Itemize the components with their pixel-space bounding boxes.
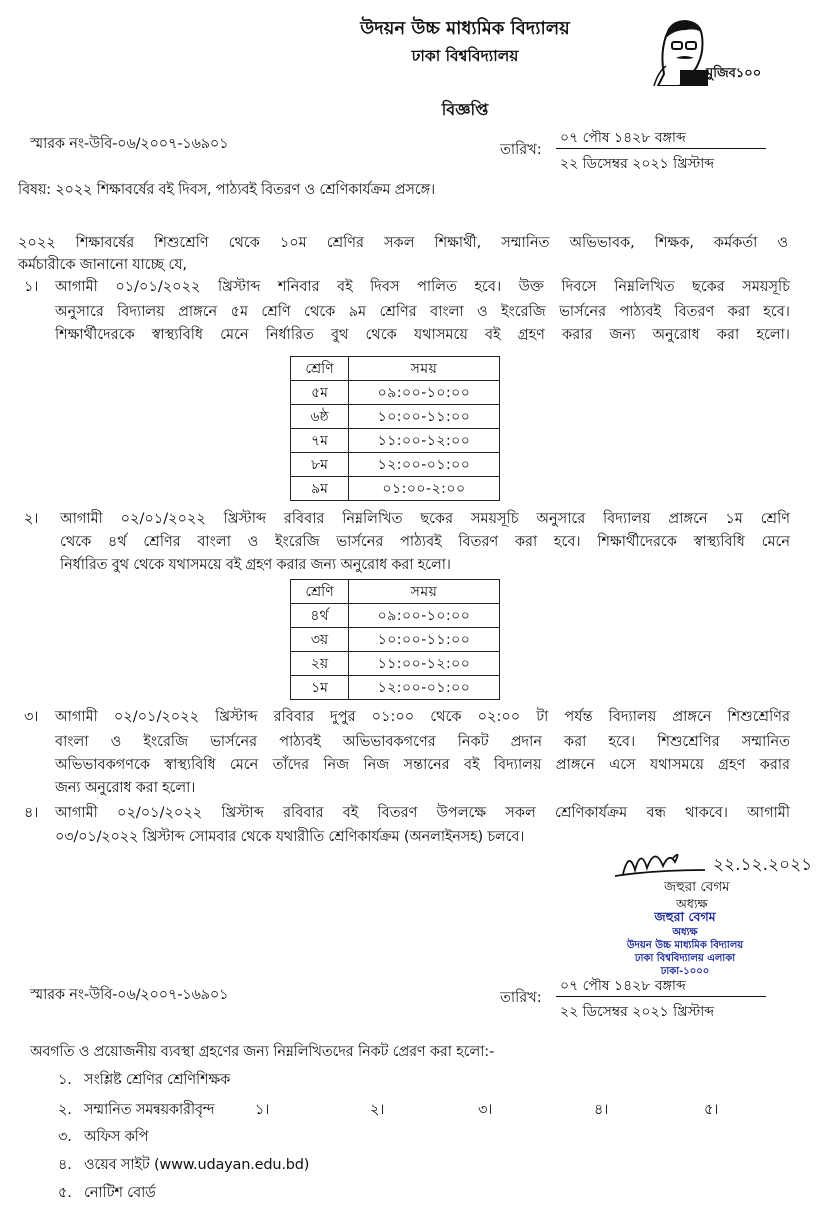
cell-time: ০৯:০০-১০:০০	[349, 381, 500, 405]
stamp-designation: অধ্যক্ষ	[672, 927, 698, 938]
item-number: ২।	[24, 511, 39, 527]
date-divider	[556, 996, 766, 997]
item-line: অনুসারে বিদ্যালয় প্রাঙ্গনে ৫ম শ্রেণি থেকে ৯ম শ্রেণির বাংলা ও ইংরেজি ভার্সনের পাঠ্যবই বিতরণ করা হবে।	[55, 304, 790, 320]
university-name: ঢাকা বিশ্ববিদ্যালয়	[411, 47, 519, 65]
table-row	[291, 453, 500, 477]
mujib-100-logo	[650, 14, 760, 86]
intro-line: কর্মচারীকে জানানো যাচ্ছে যে,	[18, 257, 187, 273]
cell-time: ১০:০০-১১:০০	[349, 628, 500, 652]
date-gregorian: ২২ ডিসেম্বর ২০২১ খ্রিস্টাব্দ	[560, 156, 715, 172]
stamp-area: ঢাকা বিশ্ববিদ্যালয় এলাকা	[634, 953, 736, 964]
table-row	[291, 676, 500, 700]
table-row	[291, 652, 500, 676]
header-class: শ্রেণি	[291, 357, 349, 381]
item-number: ৩।	[24, 709, 39, 725]
distribution-intro: অবগতি ও প্রয়োজনীয় ব্যবস্থা গ্রহণের জন্য নিম্নলিখিতদের নিকট প্রেরণ করা হলো:-	[30, 1044, 494, 1060]
coordinator-slot: ২।	[370, 1102, 385, 1118]
memo-date	[480, 126, 770, 172]
header-class: শ্রেণি	[291, 580, 349, 604]
cell-class: ৫ম	[291, 381, 349, 405]
item-line: থেকে ৪র্থ শ্রেণির বাংলা ও ইংরেজি ভার্সনের পাঠ্যবই বিতরণ করা হবে। শিক্ষার্থীদেরকে স্বাস্থ্যবিধি মেনে	[60, 534, 790, 550]
cell-time: ১১:০০-১২:০০	[349, 429, 500, 453]
item-line: বাংলা ও ইংরেজি ভার্সনের পাঠ্যবই অভিভাবকগণের নিকট প্রদান করা হবে। শিশুশ্রেণির সম্মানিত	[55, 734, 790, 750]
table-header-row	[291, 357, 500, 381]
cell-class: ৯ম	[291, 477, 349, 501]
item-line: আগামী ০২/০১/২০২২ খ্রিস্টাব্দ রবিবার নিম্নলিখিত ছকের সময়সূচি অনুসারে বিদ্যালয় প্রাঙ্গনে ১ম শ্রেণি	[60, 511, 790, 527]
schedule-table-1	[290, 356, 500, 501]
item-line: অভিভাবকগণকে স্বাস্থ্যবিধি মেনে তাঁদের নিজ নিজ সন্তানের বই বিদ্যালয় প্রাঙ্গনে এসে যথাসময়ে গ্রহণ করার	[55, 757, 790, 773]
table-row	[291, 429, 500, 453]
cell-class: ৩য়	[291, 628, 349, 652]
item-number: ১।	[24, 279, 39, 295]
date-bangla: ০৭ পৌষ ১৪২৮ বঙ্গাব্দ	[560, 978, 686, 994]
item-line: আগামী ০১/০১/২০২২ খ্রিস্টাব্দ শনিবার বই দিবস পালিত হবে। উক্ত দিবসে নিম্নলিখিত ছকের সময়সূচি	[55, 279, 790, 295]
date-label: তারিখ:	[500, 142, 542, 158]
item-line: আগামী ০২/০১/২০২২ খ্রিস্টাব্দ রবিবার দুপুর ০১:০০ থেকে ০২:০০ টা পর্যন্ত বিদ্যালয় প্রাঙ্গনে শিশুশ্রেণির	[55, 709, 790, 725]
header-time: সময়	[349, 580, 500, 604]
table-row	[291, 628, 500, 652]
dist-num: ৩.	[58, 1129, 72, 1145]
coordinator-slot: ৩।	[478, 1102, 493, 1118]
date-gregorian: ২২ ডিসেম্বর ২০২১ খ্রিস্টাব্দ	[560, 1004, 715, 1020]
cell-class: ২য়	[291, 652, 349, 676]
cell-time: ১২:০০-০১:০০	[349, 676, 500, 700]
cell-class: ১ম	[291, 676, 349, 700]
cell-class: ৪র্থ	[291, 604, 349, 628]
cell-time: ১২:০০-০১:০০	[349, 453, 500, 477]
item-line: শিক্ষার্থীদেরকে স্বাস্থ্যবিধি মেনে নির্ধারিত বুথ থেকে যথাসময়ে বই গ্রহণ করার জন্য অনুরোধ করা হলো।	[55, 327, 790, 343]
memo-ref: স্মারক নং-উবি-০৬/২০০৭-১৬৯০১	[30, 136, 229, 152]
item-line: ০৩/০১/২০২২ খ্রিস্টাব্দ সোমবার থেকে যথারীতি শ্রেণিকার্যক্রম (অনলাইনসহ) চলবে।	[55, 829, 525, 845]
date-divider	[556, 148, 766, 149]
schedule-table-2	[290, 579, 500, 700]
dist-num: ২.	[58, 1102, 72, 1118]
header-time: সময়	[349, 357, 500, 381]
dist-num: ৫.	[58, 1185, 72, 1201]
item-line: জন্য অনুরোধ করা হলো।	[55, 780, 196, 796]
cell-time: ০১:০০-২:০০	[349, 477, 500, 501]
dist-item: নোটিশ বোর্ড	[84, 1185, 156, 1201]
dist-item: ওয়েব সাইট (www.udayan.edu.bd)	[84, 1157, 310, 1173]
cell-time: ১১:০০-১২:০০	[349, 652, 500, 676]
signatory-name: জহুরা বেগম	[664, 879, 730, 895]
cell-class: ৭ম	[291, 429, 349, 453]
signatory-designation: অধ্যক্ষ	[676, 896, 708, 911]
item-line: আগামী ০২/০১/২০২২ খ্রিস্টাব্দ রবিবার বই বিতরণ উপলক্ষে সকল শ্রেণিকার্যক্রম বন্ধ থাকবে। আগামী	[55, 805, 790, 821]
intro-line: ২০২২ শিক্ষাবর্ষের শিশুশ্রেণি থেকে ১০ম শ্রেণির সকল শিক্ষার্থী, সম্মানিত অভিভাবক, শিক্ষক, কর্মকর্তা ও	[18, 235, 788, 251]
dist-item: সংশ্লিষ্ট শ্রেণির শ্রেণিশিক্ষক	[84, 1072, 231, 1088]
date-bangla: ০৭ পৌষ ১৪২৮ বঙ্গাব্দ	[560, 130, 686, 146]
cell-time: ০৯:০০-১০:০০	[349, 604, 500, 628]
dist-item: অফিস কপি	[84, 1129, 149, 1145]
cell-class: ৬ষ্ঠ	[291, 405, 349, 429]
logo-text: মুজিব১০০	[706, 66, 762, 81]
memo-date-2	[480, 974, 770, 1020]
table-row	[291, 604, 500, 628]
date-label: তারিখ:	[500, 990, 542, 1006]
stamp-school: উদয়ন উচ্চ মাধ্যমিক বিদ্যালয়	[626, 940, 744, 951]
subject-line: বিষয়: ২০২২ শিক্ষাবর্ষের বই দিবস, পাঠ্যবই বিতরণ ও শ্রেণিকার্যক্রম প্রসঙ্গে।	[18, 182, 435, 198]
dist-num: ১.	[58, 1072, 72, 1088]
stamp-name: জহুরা বেগম	[654, 909, 716, 924]
memo-ref-2: স্মারক নং-উবি-০৬/২০০৭-১৬৯০১	[30, 987, 229, 1003]
dist-item: সম্মানিত সমন্বয়কারীবৃন্দ	[84, 1102, 215, 1118]
stamp-city: ঢাকা-১০০০	[660, 966, 710, 977]
cell-class: ৮ম	[291, 453, 349, 477]
signature-date: ২২.১২.২০২১	[713, 855, 813, 875]
item-number: ৪।	[24, 805, 39, 821]
notice-title: বিজ্ঞপ্তি	[441, 100, 489, 119]
coordinator-slot: ৫।	[704, 1102, 719, 1118]
dist-num: ৪.	[58, 1157, 72, 1173]
school-name: উদয়ন উচ্চ মাধ্যমিক বিদ্যালয়	[360, 18, 570, 39]
cell-time: ১০:০০-১১:০০	[349, 405, 500, 429]
table-row	[291, 477, 500, 501]
coordinator-slot: ৪।	[594, 1102, 609, 1118]
table-header-row	[291, 580, 500, 604]
coordinator-slot: ১।	[255, 1102, 270, 1118]
table-row	[291, 381, 500, 405]
item-line: নির্ধারিত বুথ থেকে যথাসময়ে বই গ্রহণ করার জন্য অনুরোধ করা হলো।	[60, 557, 451, 573]
table-row	[291, 405, 500, 429]
